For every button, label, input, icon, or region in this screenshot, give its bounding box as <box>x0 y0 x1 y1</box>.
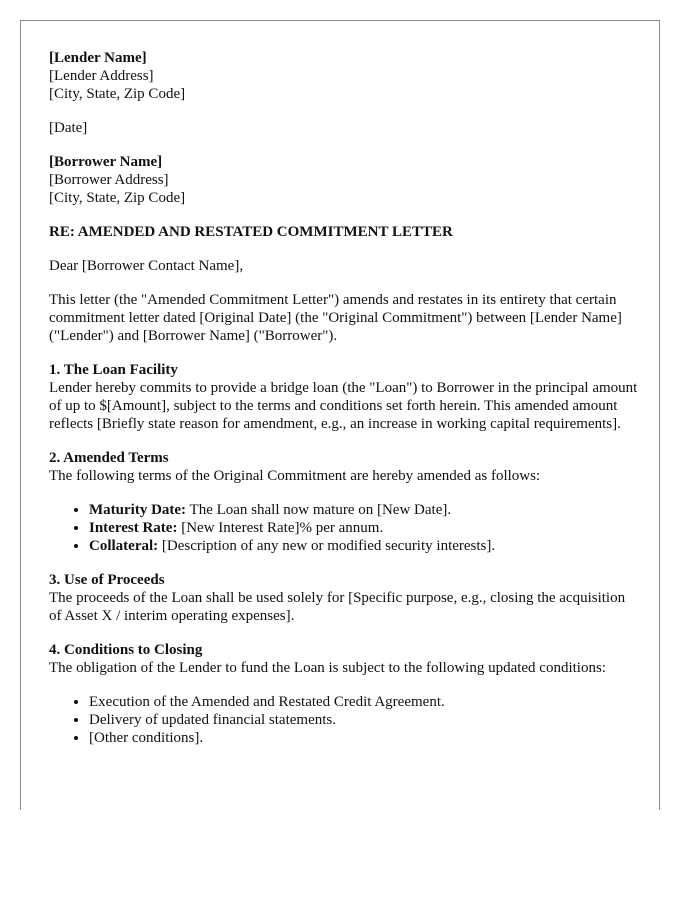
letter-page <box>20 20 660 810</box>
term-text: [New Interest Rate]% per annum. <box>177 520 384 536</box>
list-item <box>89 537 639 555</box>
term-label: Maturity Date: <box>89 502 187 518</box>
section-body: The proceeds of the Loan shall be used solely for [Specific purpose, e.g., closing the acquisition of Asset X / interim operating expenses]. <box>49 590 626 624</box>
list-item: • Delivery of updated financial statements. <box>89 711 639 729</box>
section-amended-terms <box>49 449 639 555</box>
re-line: RE: AMENDED AND RESTATED COMMITMENT LETTER <box>49 224 453 240</box>
list-item <box>89 519 639 537</box>
section-conditions-to-closing <box>49 641 639 747</box>
salutation: Dear [Borrower Contact Name], <box>49 258 244 274</box>
borrower-address: [Borrower Address] <box>49 172 169 188</box>
section-heading: 1. The Loan Facility <box>49 362 178 378</box>
list-item: • Execution of the Amended and Restated Credit Agreement. <box>89 693 639 711</box>
section-heading: 4. Conditions to Closing <box>49 642 203 658</box>
list-item <box>89 501 639 519</box>
term-text: [Description of any new or modified security interests]. <box>158 538 496 554</box>
lender-city-state-zip: [City, State, Zip Code] <box>49 86 186 102</box>
term-label: Collateral: <box>89 538 159 554</box>
conditions-list <box>49 693 639 747</box>
section-body: The obligation of the Lender to fund the Loan is subject to the following updated conditions: <box>49 660 606 676</box>
borrower-address-block <box>49 153 639 207</box>
section-body: Lender hereby commits to provide a bridge loan (the "Loan") to Borrower in the principal amount of up to $[Amount], subject to the terms and conditions set forth herein. This amended amount reflects [Briefly state reason for amendment, e.g., an increase in working capital requirements]. <box>49 380 638 432</box>
list-item: • [Other conditions]. <box>89 729 639 747</box>
section-heading: 3. Use of Proceeds <box>49 572 165 588</box>
section-heading: 2. Amended Terms <box>49 450 169 466</box>
borrower-name: [Borrower Name] <box>49 154 163 170</box>
term-text: The Loan shall now mature on [New Date]. <box>186 502 452 518</box>
section-loan-facility <box>49 361 639 433</box>
letter-content <box>49 49 639 763</box>
intro-paragraph: This letter (the "Amended Commitment Letter") amends and restates in its entirety that certain commitment letter dated [Original Date] (the "Original Commitment") between [Lender Name] ("Lender") and [Borrower Name] ("Borrower"). <box>49 292 622 344</box>
letter-date: [Date] <box>49 120 88 136</box>
amended-terms-list <box>49 501 639 555</box>
lender-address-block <box>49 49 639 103</box>
borrower-city-state-zip: [City, State, Zip Code] <box>49 190 186 206</box>
lender-address: [Lender Address] <box>49 68 154 84</box>
lender-name: [Lender Name] <box>49 50 147 66</box>
term-label: Interest Rate: <box>89 520 178 536</box>
section-body: The following terms of the Original Commitment are hereby amended as follows: <box>49 468 541 484</box>
section-use-of-proceeds <box>49 571 639 625</box>
